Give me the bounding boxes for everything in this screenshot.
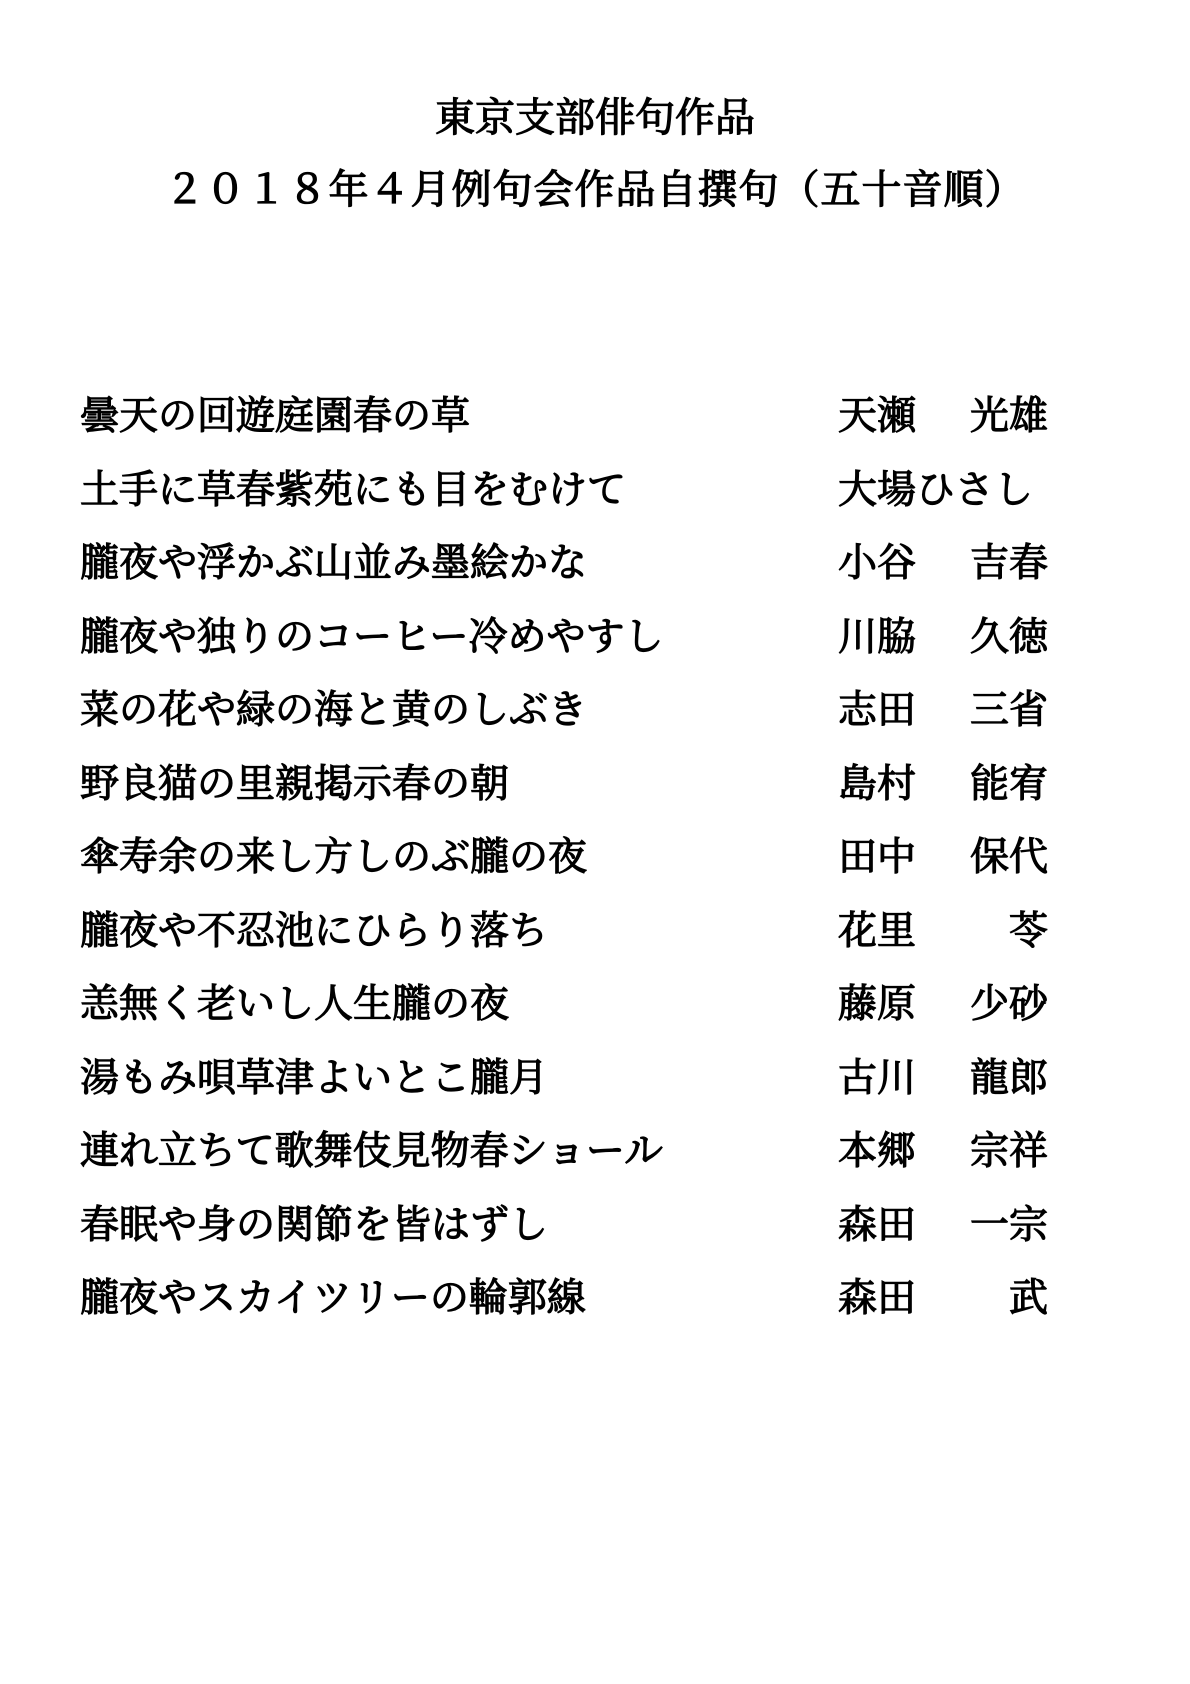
author-given-name: 少砂 xyxy=(969,981,1048,1027)
author-surname: 田中 xyxy=(838,834,917,880)
haiku-text: 湯もみ唄草津よいとこ朧月 xyxy=(80,1054,549,1101)
author-surname: 本郷 xyxy=(838,1128,917,1174)
author-given-name: 吉春 xyxy=(969,540,1048,586)
author-given-name: 一宗 xyxy=(969,1201,1048,1248)
haiku-row xyxy=(80,980,1080,1054)
haiku-row xyxy=(80,1054,1080,1128)
author-given-name: 保代 xyxy=(969,834,1048,880)
haiku-row xyxy=(80,833,1080,907)
author-surname: 志田 xyxy=(838,687,917,733)
haiku-text: 曇天の回遊庭園春の草 xyxy=(80,393,471,439)
author-surname: 川脇 xyxy=(838,613,917,660)
author-surname: 森田 xyxy=(838,1201,917,1248)
haiku-row xyxy=(80,1274,1080,1348)
haiku-list xyxy=(80,392,1080,1348)
author-given-name: 能宥 xyxy=(969,760,1048,807)
haiku-row xyxy=(80,686,1080,760)
author-given-name: 三省 xyxy=(969,687,1048,733)
page-title: 東京支部俳句作品 xyxy=(435,94,755,141)
author-given-name: 龍郎 xyxy=(969,1054,1048,1101)
author-surname: 藤原 xyxy=(838,981,917,1027)
haiku-text: 菜の花や緑の海と黄のしぶき xyxy=(80,687,588,733)
author-surname: 小谷 xyxy=(838,540,917,586)
haiku-row xyxy=(80,907,1080,981)
haiku-text: 朧夜や不忍池にひらり落ち xyxy=(80,907,549,954)
haiku-text: 土手に草春紫苑にも目をむけて xyxy=(80,466,627,513)
author-given-name: 苓 xyxy=(1008,907,1048,954)
haiku-text: 朧夜や独りのコーヒー冷めやすし xyxy=(80,613,664,660)
haiku-row xyxy=(80,1127,1080,1201)
author-given-name: 光雄 xyxy=(969,393,1048,439)
haiku-text: 恙無く老いし人生朧の夜 xyxy=(80,981,510,1027)
author-given-name: 武 xyxy=(1008,1275,1048,1321)
author-surname: 森田 xyxy=(838,1275,917,1321)
haiku-text: 連れ立ちて歌舞伎見物春ショール xyxy=(80,1128,664,1174)
haiku-text: 朧夜や浮かぶ山並み墨絵かな xyxy=(80,540,588,586)
author-given-name: 宗祥 xyxy=(969,1128,1048,1174)
haiku-text: 春眠や身の関節を皆はずし xyxy=(80,1201,549,1248)
haiku-row xyxy=(80,613,1080,687)
haiku-row xyxy=(80,760,1080,834)
author-surname: 島村 xyxy=(838,760,917,807)
author-surname: 古川 xyxy=(838,1054,917,1101)
haiku-text: 野良猫の里親掲示春の朝 xyxy=(80,760,510,807)
author-surname: 花里 xyxy=(838,907,917,954)
author-given-name: 久徳 xyxy=(969,613,1048,660)
author-surname: 大場ひさし xyxy=(838,466,1034,513)
haiku-row xyxy=(80,466,1080,540)
author-surname: 天瀬 xyxy=(838,393,917,439)
haiku-row xyxy=(80,1201,1080,1275)
haiku-row xyxy=(80,539,1080,613)
document-header xyxy=(0,92,1190,216)
page-subtitle: ２０１８年４月例句会作品自撰句（五十音順） xyxy=(164,166,1026,213)
haiku-text: 朧夜やスカイツリーの輪郭線 xyxy=(80,1275,586,1321)
haiku-row xyxy=(80,392,1080,466)
haiku-text: 傘寿余の来し方しのぶ朧の夜 xyxy=(80,834,588,880)
